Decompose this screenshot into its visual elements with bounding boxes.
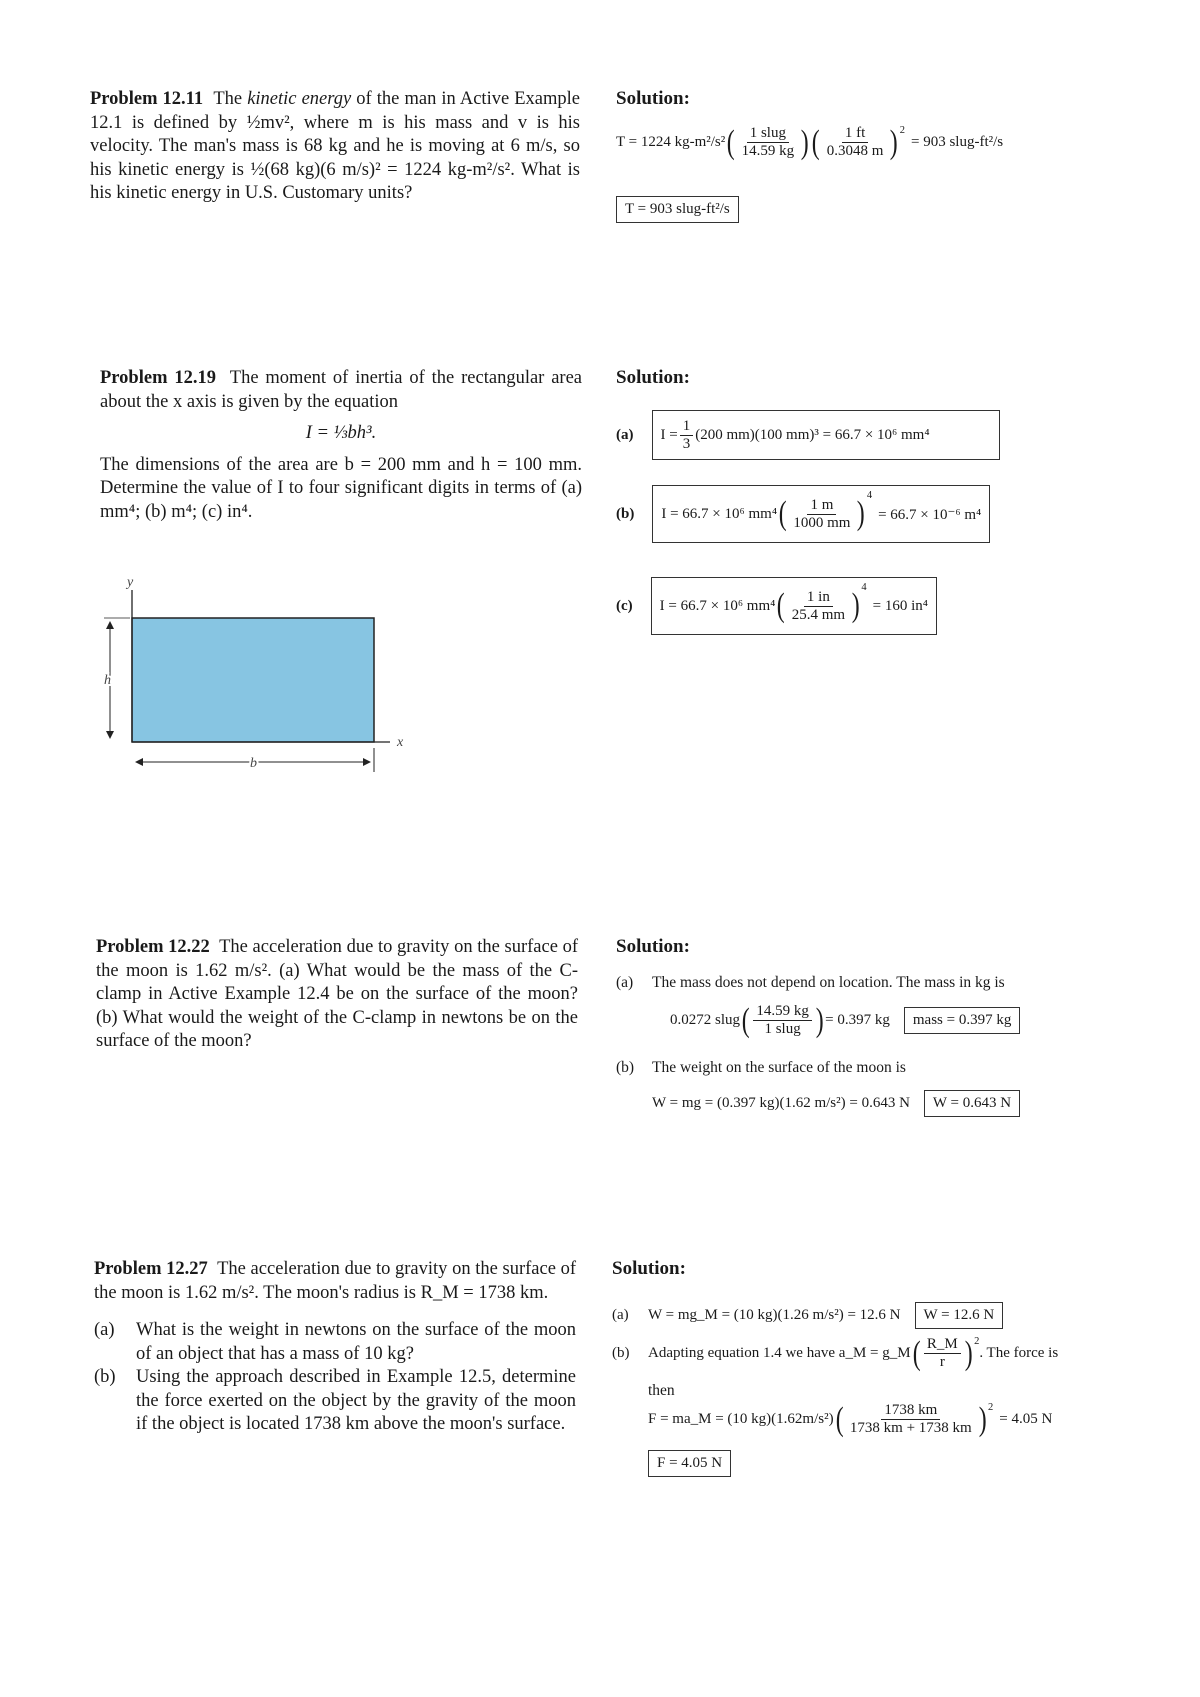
answer-row <box>648 1450 731 1477</box>
y-axis-label: y <box>127 575 134 590</box>
solution-heading: Solution: <box>616 367 690 388</box>
item-label: (a) <box>94 1320 115 1340</box>
boxed-answer <box>652 485 990 543</box>
exponent: 2 <box>988 1402 994 1413</box>
solution-heading: Solution: <box>612 1258 686 1279</box>
part-label: (b) <box>612 1345 630 1361</box>
fraction-denominator: r <box>939 1354 945 1370</box>
eq-lhs: I = 66.7 × 10⁶ mm⁴ <box>659 597 776 614</box>
eq-rhs: = 66.7 × 10⁻⁶ m⁴ <box>878 506 982 523</box>
statement-text: The acceleration due to gravity on the surface of the moon is 1.62 m/s². (a) What would be the mass of the C-clamp in Active Example 12.4 be on the surface of the moon? (b) What would the weight of the C-clamp in newtons be on the surface of the moon? <box>96 937 579 1051</box>
part-label: (c) <box>616 597 633 614</box>
fraction-numerator: 14.59 kg <box>753 1003 812 1021</box>
solution-part-b-equation <box>648 1402 1052 1437</box>
eq-text: W = mg_M = (10 kg)(1.26 m/s²) = 12.6 N <box>648 1307 901 1323</box>
part-text: The mass does not depend on location. The mass in kg is <box>652 974 1005 991</box>
part-label: (a) <box>612 1307 629 1323</box>
fraction-denominator: 3 <box>682 435 691 452</box>
paren-close-icon: ) <box>890 123 899 161</box>
paren-open-icon: ( <box>812 123 821 161</box>
fraction <box>789 589 848 624</box>
eq-lhs: I = 66.7 × 10⁶ mm⁴ <box>661 505 778 522</box>
solution-part-b <box>612 1336 1058 1371</box>
fraction <box>824 125 887 160</box>
paren-open-icon: ( <box>726 123 735 161</box>
eq-rhs: = 4.05 N <box>999 1411 1053 1427</box>
fraction-numerator: R_M <box>924 1336 961 1354</box>
boxed-answer: T = 903 slug-ft²/s <box>616 196 739 223</box>
statement-text: The <box>213 89 248 109</box>
fraction-denominator: 14.59 kg <box>741 143 795 159</box>
boxed-answer <box>651 577 937 635</box>
h-dimension-label: h <box>104 673 111 688</box>
part-label: (a) <box>616 974 634 991</box>
fraction-numerator: 1 m <box>807 497 836 515</box>
fraction <box>739 125 798 160</box>
part-text: The weight on the surface of the moon is <box>652 1059 906 1076</box>
part-label: (b) <box>616 1059 635 1076</box>
problem-12-27-statement <box>94 1258 576 1437</box>
fraction <box>847 1402 975 1437</box>
answer-row <box>616 196 739 223</box>
solution-part-a <box>612 1302 1003 1329</box>
solution-part-c <box>616 577 937 635</box>
eq-text: W = mg = (0.397 kg)(1.62 m/s²) = 0.643 N <box>652 1095 910 1111</box>
problem-12-22-statement <box>96 936 578 1054</box>
item-label: (b) <box>94 1367 116 1387</box>
part-text: then <box>648 1382 675 1399</box>
fraction <box>753 1003 812 1038</box>
fraction-denominator: 1 slug <box>764 1021 801 1037</box>
problem-12-11-statement <box>90 88 580 206</box>
paren-close-icon: ) <box>800 123 809 161</box>
eq-lhs: F = ma_M = (10 kg)(1.62m/s²) <box>648 1411 834 1427</box>
boxed-answer: W = 12.6 N <box>915 1302 1004 1329</box>
x-axis-label: x <box>397 735 404 750</box>
paren-open-icon: ( <box>777 587 786 624</box>
solution-part-a <box>616 972 1076 994</box>
statement-text: The moment of inertia of the rectangular area about the x axis is given by the equation <box>100 368 583 412</box>
eq-lhs: T = 1224 kg-m²/s² <box>616 134 726 150</box>
fraction-denominator: 0.3048 m <box>826 143 884 159</box>
statement-emphasis: kinetic energy <box>247 89 352 109</box>
paren-close-icon: ) <box>964 1334 973 1372</box>
rectangle-figure <box>90 570 430 780</box>
paren-close-icon: ) <box>815 1001 824 1039</box>
fraction-numerator: 1738 km <box>881 1402 940 1420</box>
exponent: 4 <box>861 582 867 593</box>
paren-open-icon: ( <box>778 495 787 532</box>
fraction-denominator: 25.4 mm <box>791 606 846 623</box>
boxed-answer <box>652 410 1000 460</box>
eq-lhs: I = <box>660 426 678 443</box>
fraction-denominator: 1000 mm <box>793 514 851 531</box>
fraction-numerator: 1 <box>680 418 694 436</box>
exponent: 2 <box>899 125 905 136</box>
part-label: (b) <box>616 505 635 522</box>
list-item <box>94 1319 576 1366</box>
paren-open-icon: ( <box>835 1400 844 1438</box>
fraction-numerator: 1 in <box>804 589 833 607</box>
solution-part-a <box>616 410 1000 460</box>
problem-12-19-statement <box>100 367 582 524</box>
eq-rhs: (200 mm)(100 mm)³ = 66.7 × 10⁶ mm⁴ <box>695 426 930 443</box>
solution-part-b <box>616 485 990 543</box>
shaded-area <box>132 618 374 742</box>
eq-rhs: = 0.397 kg <box>825 1012 890 1028</box>
part-text: Adapting equation 1.4 we have a_M = g_M <box>648 1345 911 1361</box>
paren-close-icon: ) <box>857 495 866 532</box>
item-text: Using the approach described in Example 12.5, determine the force exerted on the object by the gravity of the moon if the object is located 1738 km above the moon's surface. <box>136 1367 576 1434</box>
part-label: (a) <box>616 426 634 443</box>
problem-title: Problem 12.11 <box>90 89 204 109</box>
fraction <box>790 497 853 532</box>
solution-part-b <box>616 1057 1076 1079</box>
boxed-answer: W = 0.643 N <box>924 1090 1020 1117</box>
statement-text: The dimensions of the area are b = 200 mm and h = 100 mm. Determine the value of I to four significant digits in terms of (a) mm⁴; (b) m⁴; (c) in⁴. <box>100 454 582 522</box>
solution-heading: Solution: <box>616 936 690 957</box>
eq-rhs: = 903 slug-ft²/s <box>911 134 1004 150</box>
fraction-denominator: 1738 km + 1738 km <box>849 1420 972 1436</box>
solution-heading: Solution: <box>616 88 690 109</box>
statement-text: of the man in Active Example 12.1 is defined by ½mv², where m is his mass and v is his velocity. The man's mass is 68 kg and he is moving at 6 m/s, so his kinetic energy is ½(68 kg)(6 m/s)² = 1224 kg-m²/s². What is his kinetic energy in U.S. Customary units? <box>90 89 581 203</box>
paren-open-icon: ( <box>741 1001 750 1039</box>
paren-close-icon: ) <box>978 1400 987 1438</box>
fraction-numerator: 1 ft <box>842 125 868 143</box>
exponent: 4 <box>866 490 873 501</box>
b-dimension-label: b <box>250 756 257 771</box>
boxed-answer: F = 4.05 N <box>648 1450 731 1477</box>
solution-equation <box>616 125 1003 160</box>
problem-title: Problem 12.22 <box>96 937 210 957</box>
solution-part-b-equation <box>652 1090 1020 1117</box>
eq-lhs: 0.0272 slug <box>670 1012 741 1028</box>
exponent: 2 <box>974 1336 980 1347</box>
item-text: What is the weight in newtons on the surface of the moon of an object that has a mass of 10 kg? <box>136 1320 576 1364</box>
fraction <box>924 1336 961 1371</box>
eq-rhs: = 160 in⁴ <box>872 597 928 614</box>
paren-open-icon: ( <box>912 1334 921 1372</box>
fraction <box>680 418 694 453</box>
fraction-numerator: 1 slug <box>747 125 789 143</box>
paren-close-icon: ) <box>851 587 860 624</box>
statement-text: The acceleration due to gravity on the surface of the moon is 1.62 m/s². The moon's radius is R_M = 1738 km. <box>94 1259 577 1303</box>
problem-title: Problem 12.19 <box>100 368 216 388</box>
list-item <box>94 1366 576 1437</box>
problem-title: Problem 12.27 <box>94 1259 208 1279</box>
part-text: . The force is <box>979 1345 1059 1361</box>
boxed-answer: mass = 0.397 kg <box>904 1007 1020 1034</box>
formula: I = ⅓bh³. <box>305 423 377 443</box>
solution-part-a-equation <box>670 1003 1020 1038</box>
